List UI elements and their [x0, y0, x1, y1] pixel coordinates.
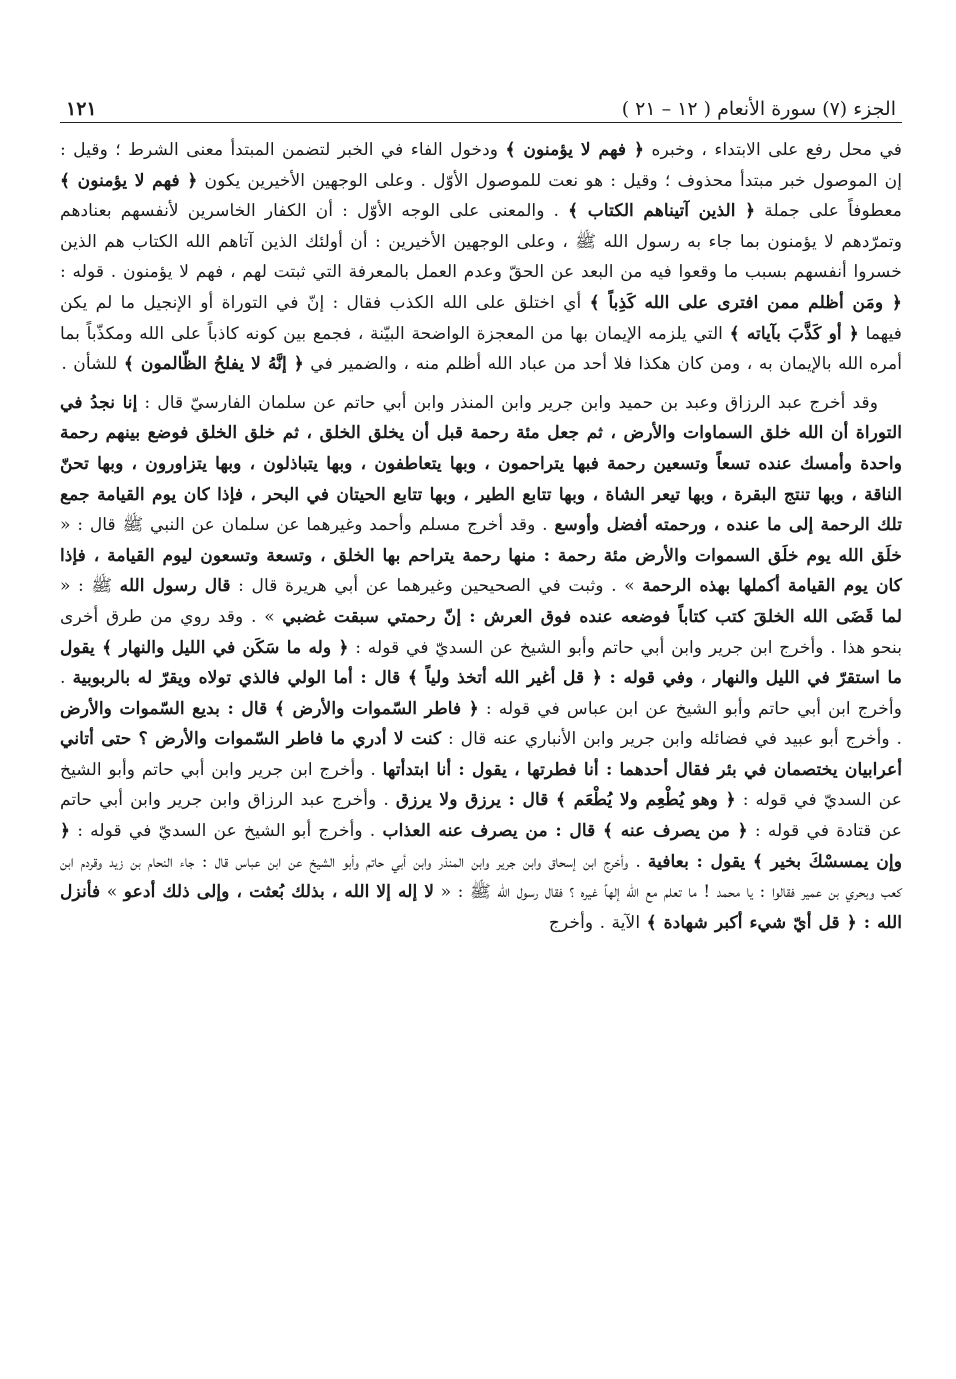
quoted-text: قال رسول الله	[119, 576, 231, 597]
header-title: الجزء (٧) سورة الأنعام ( ١٢ – ٢١ )	[621, 98, 896, 120]
page-body	[60, 123, 902, 938]
body-text: . وأخرج عبد الرزاق وابن جرير وابن أبي حاتم عن قتادة في قوله :	[60, 790, 903, 842]
body-text: ﷺ : «	[60, 576, 120, 597]
quoted-text: ﴿ وهو يُطْعِم ولا يُطْعَم ﴾ قال : يرزق ولا يرزق	[395, 790, 736, 811]
body-text: . وأخرج أبو الشيخ عن السديّ في قوله :	[70, 821, 383, 842]
quoted-text: وفي قوله : ﴿ قل أغير الله أتخذ ولياً ﴾ قال : أما الولي فالذي تولاه ويقرّ له بالربوبية	[72, 668, 694, 689]
body-text: وقد أخرج عبد الرزاق وعبد بن حميد وابن جرير وابن المنذر وابن أبي حاتم عن سلمان الفارسيّ قال :	[137, 392, 878, 413]
quoted-text: ﴿ من يصرف عنه ﴾ قال : من يصرف عنه العذاب	[382, 821, 748, 842]
body-text: . وقد أخرج مسلم وأحمد وغيرهما عن سلمان عن النبي ﷺ قال : «	[60, 515, 555, 536]
body-text: معطوفاً على جملة	[755, 201, 902, 222]
body-text: في محل رفع على الابتداء ، وخبره	[644, 140, 903, 160]
quoted-text: ﴿ الذين آتيناهم الكتاب ﴾	[568, 201, 756, 222]
quoted-text: ﴿ فهم لا يؤمنون ﴾	[60, 170, 198, 191]
book-page	[60, 88, 902, 1348]
body-text: . وأخرج أبو عبيد في فضائله وابن جرير وابن الأنباري عنه قال :	[441, 729, 902, 750]
quoted-text: كنت لا أدري ما فاطر السّموات والأرض ؟ حتى أتاني أعرابيان يختصمان في بئر فقال أحدهما : أنا فطرتها ، يقول : أنا ابتدأتها	[60, 729, 902, 780]
body-text: » . وثبت في الصحيحين وغيرهما عن أبي هريرة قال :	[230, 576, 643, 597]
body-text: الآية . وأخرج	[548, 912, 647, 933]
quoted-text: لما قَضَى الله الخلقَ كتب كتاباً فوضعه عنده فوق العرش : إنّ رحمتي سبقت غضبي	[282, 606, 902, 627]
quoted-text: ﴿ أو كَذَّبَ بآياته ﴾	[729, 323, 859, 344]
quoted-text: ﴿ إنَّهُ لا يفلحُ الظّالمون ﴾	[123, 354, 304, 375]
running-header	[60, 88, 902, 123]
body-text: التي يلزمه الإيمان بها من المعجزة الواضحة البيّنة ، فجمع بين كونه كاذباً على الله ومكذّباً بما أمره الله بالإيمان به ، ومن كان هكذا فلا أحد من عباد الله أظلم منه ، والضمير في	[60, 323, 902, 375]
quoted-text: ﴿ وله ما سَكَن في الليل والنهار ﴾ يقول ما استقرّ في الليل والنهار	[60, 637, 902, 689]
body-text: . والمعنى على الوجه الأوّل : أن الكفار الخاسرين لأنفسهم بعنادهم وتمرّدهم لا يؤمنون بما جاء به رسول الله ﷺ ، وعلى الوجهين الأخيرين : أن أولئك الذين آتاهم الله الكتاب هم الذين خسروا أنفسهم بسبب ما وقعوا فيه من البعد عن الحقّ وعدم العمل بالمعرفة التي ثبتت لهم ، فهم لا يؤمنون . قوله :	[60, 201, 902, 283]
quoted-text: لا إله إلا الله ، بذلك بُعثت ، وإلى ذلك أدعو	[123, 882, 435, 903]
quoted-text: ﴿ ومَن أظلم ممن افترى على الله كَذِباً ﴾	[589, 292, 902, 313]
body-text: » . وقد روي من طرق أخرى بنحو هذا . وأخرج ابن جرير وابن أبي حاتم وأبو الشيخ عن السديّ في قوله :	[60, 606, 902, 658]
page-number: ١٢١	[66, 98, 97, 120]
body-text: . وأخرج ابن جرير وابن أبي حاتم وأبو الشيخ عن السديّ في قوله :	[60, 759, 902, 811]
quoted-text: فأنزل الله : ﴿ قل أيّ شيء أكبر شهادة ﴾	[60, 882, 902, 933]
quoted-text: ﴿ وإن يمسسْكَ بخير ﴾ يقول : بعافية	[60, 821, 902, 872]
quoted-text: ﴿ فاطر السّموات والأرض ﴾ قال : بديع السّموات والأرض	[60, 698, 479, 719]
body-text: . وأخرج ابن إسحاق وابن جرير وابن المنذر وابن أبي حاتم وأبو الشيخ عن ابن عباس قال : جاء النحام بن زيد وقردم ابن كعب وبحري بن عمير فقالوا : يا محمد ! ما تعلم مع الله إلهاً غيره ؟ فقال رسول الله ﷺ : «	[60, 851, 902, 903]
body-text: »	[100, 882, 124, 903]
quoted-text: خلَق الله يوم خلَق السموات والأرض مئة رحمة : منها رحمة يتراحم بها الخلق ، وتسعة وتسعون ليوم القيامة ، فإذا كان يوم القيامة أكملها بهذه الرحمة	[60, 545, 902, 597]
body-text: للشأن .	[61, 354, 124, 375]
body-text: أي اختلق على الله الكذب فقال : إنّ في التوراة أو الإنجيل ما لم يكن فيهما	[60, 292, 903, 344]
paragraph	[60, 388, 902, 939]
paragraph	[60, 135, 902, 380]
body-text: ودخول الفاء في الخبر لتضمن المبتدأ معنى الشرط ؛ وقيل : إن الموصول خبر مبتدأ محذوف ؛ وقيل : هو نعت للموصول الأوّل . وعلى الوجهين الأخيرين يكون	[60, 140, 902, 191]
quoted-text: إنا نجدُ في التوراة أن الله خلق السماوات والأرض ، ثم جعل مئة رحمة قبل أن يخلق الخلق ، ثم خلق الخلق فوضع بينهم رحمة واحدة وأمسك عنده تسعاً وتسعين رحمة فبها يتراحمون ، وبها يتعاطفون ، وبها يتباذلون ، وبها يتزاورون ، وبها تحنّ الناقة ، وبها تنتج البقرة ، وبها تيعر الشاة ، وبها تتابع الطير ، وبها تتابع الحيتان في البحر ، فإذا كان يوم القيامة جمع تلك الرحمة إلى ما عنده ، ورحمته أفضل وأوسع	[60, 392, 903, 536]
body-text: ،	[693, 668, 714, 689]
quoted-text: ﴿ فهم لا يؤمنون ﴾	[505, 140, 645, 160]
body-text: . وأخرج ابن أبي حاتم وأبو الشيخ عن ابن عباس في قوله :	[60, 668, 902, 719]
